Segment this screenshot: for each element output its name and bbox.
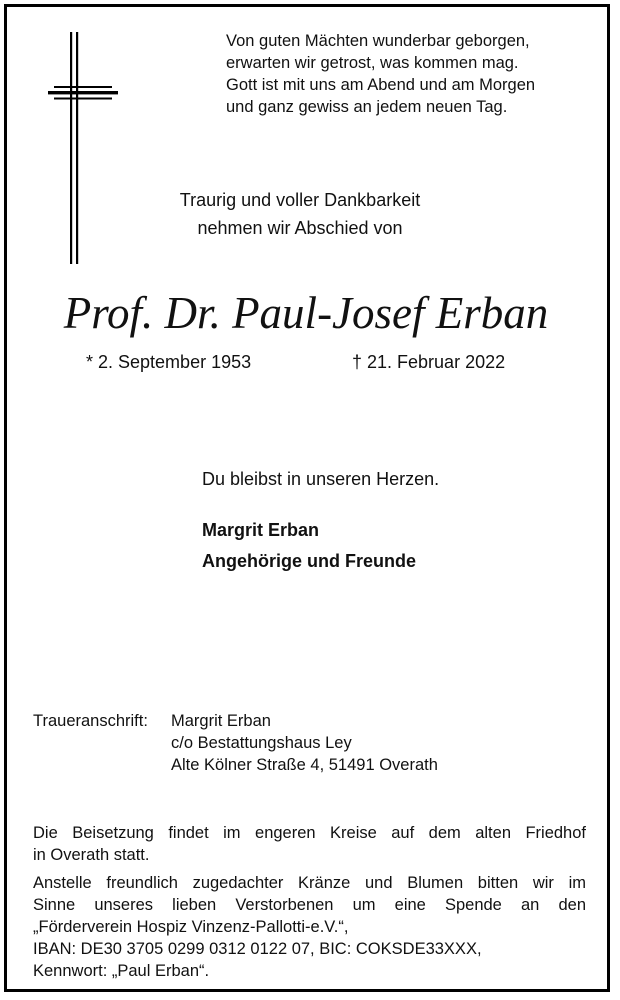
donation-line: „Förderverein Hospiz Vinzenz-Pallotti-e.V.“, [33,918,349,936]
address-line: Margrit Erban [171,712,271,730]
donation-line: Anstelle freundlich zugedachter Kränze und Blumen bitten wir im [33,874,586,892]
signers [202,515,416,577]
donation-line: IBAN: DE30 3705 0299 0312 0122 07, BIC: COKSDE33XXX, [33,940,482,958]
donation-line: Kennwort: „Paul Erban“. [33,962,210,980]
intro-line: nehmen wir Abschied von [197,218,403,238]
donation-notice [33,872,586,982]
address-line: c/o Bestattungshaus Ley [171,734,352,752]
deceased-name: Prof. Dr. Paul-Josef Erban [63,288,549,338]
burial-notice [33,822,586,866]
birth-date: * 2. September 1953 [86,352,252,372]
intro-line: Traurig und voller Dankbarkeit [179,190,421,210]
death-date: † 21. Februar 2022 [352,352,506,372]
address-label: Traueranschrift: [33,712,148,730]
intro-text [0,186,600,242]
donation-line: Sinne unseres lieben Verstorbenen um eine Spende an den [33,896,586,914]
poem-line: Gott ist mit uns am Abend und am Morgen [226,76,536,94]
poem-line: und ganz gewiss an jedem neuen Tag. [226,98,508,116]
poem-line: Von guten Mächten wunderbar geborgen, [226,32,530,50]
address-line: Alte Kölner Straße 4, 51491 Overath [171,756,438,774]
burial-line: in Overath statt. [33,846,150,864]
poem-line: erwarten wir getrost, was kommen mag. [226,54,519,72]
signer: Margrit Erban [202,520,320,540]
signer: Angehörige und Freunde [202,551,416,571]
burial-line: Die Beisetzung findet im engeren Kreise auf dem alten Friedhof [33,824,586,842]
motto: Du bleibst in unseren Herzen. [202,469,440,489]
address-lines [171,710,438,776]
poem [226,30,596,118]
